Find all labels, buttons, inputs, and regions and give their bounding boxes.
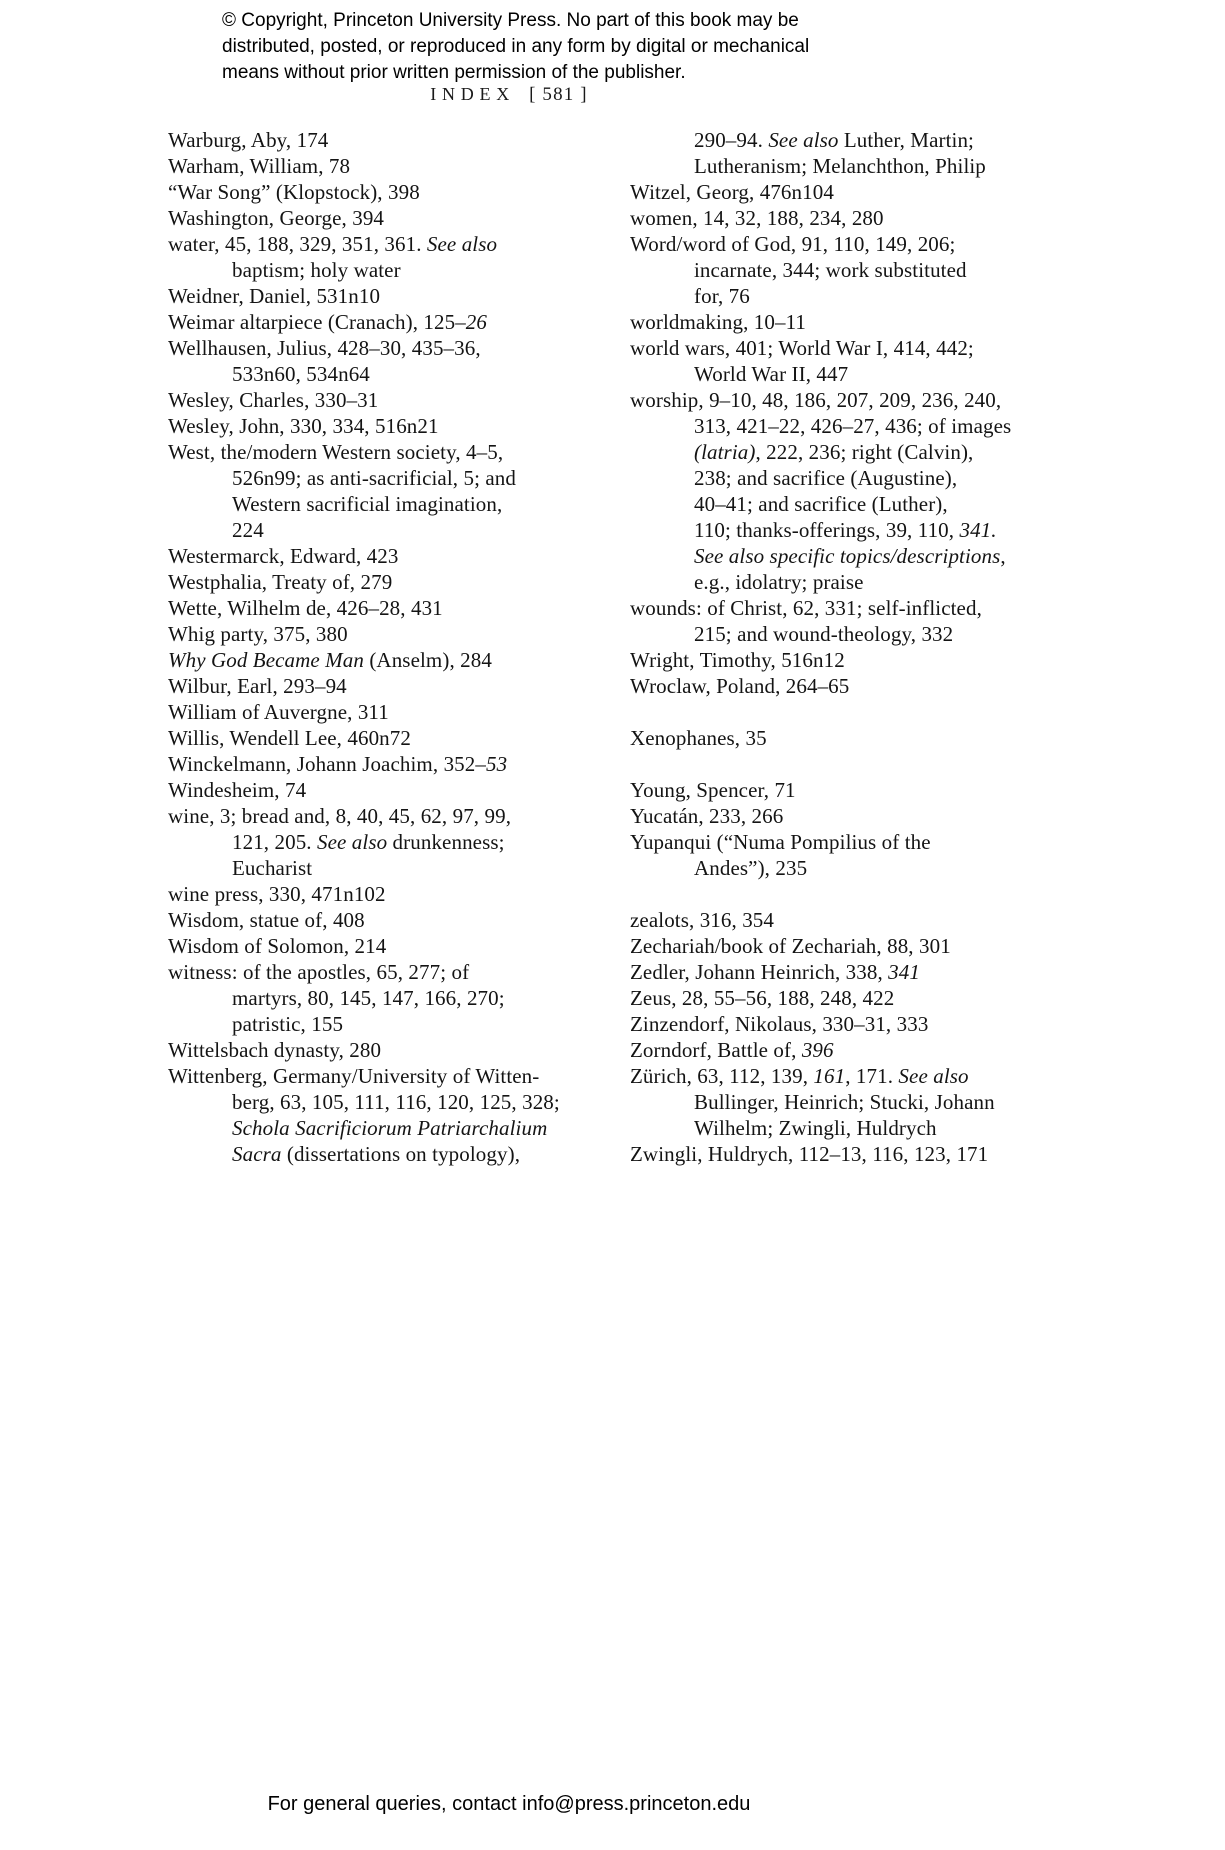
index-line [630,543,1100,569]
index-text: 526n99; as anti-sacrificial, 5; and [232,466,516,490]
index-text: Zwingli, Huldrych, 112–13, 116, 123, 171 [630,1142,989,1166]
index-text-italic: 341 [888,960,920,984]
index-line [630,439,1100,465]
index-line [168,179,638,205]
index-text: Zedler, Johann Heinrich, 338, [630,960,889,984]
index-line [630,1115,1100,1141]
index-line-blank [630,751,1100,777]
index-text: Wilhelm; Zwingli, Huldrych [694,1116,937,1140]
index-line [630,621,1100,647]
page-heading [168,84,850,106]
index-text: Young, Spencer, 71 [630,778,796,802]
index-line [168,959,638,985]
index-text-italic: Schola Sacrificiorum Patriarchalium [232,1116,548,1140]
index-line [630,491,1100,517]
index-text: , 222, 236; right (Calvin), [755,440,974,464]
index-line [168,855,638,881]
index-text: Weidner, Daniel, 531n10 [168,284,381,308]
index-text: Wesley, John, 330, 334, 516n21 [168,414,439,438]
index-text: Andes”), 235 [694,856,808,880]
index-line [630,1011,1100,1037]
index-text: Wright, Timothy, 516n12 [630,648,845,672]
index-line [168,127,638,153]
index-line [630,517,1100,543]
index-line [168,569,638,595]
index-text: Weimar altarpiece (Cranach), 125– [168,310,466,334]
copyright-line: © Copyright, Princeton University Press. No part of this book may be [222,10,799,31]
index-line [168,881,638,907]
index-text: Zechariah/book of Zechariah, 88, 301 [630,934,951,958]
index-line [168,231,638,257]
index-line [168,1115,638,1141]
index-text: Wellhausen, Julius, 428–30, 435–36, [168,336,481,360]
index-text-italic: 161 [813,1064,846,1088]
index-text: worship, 9–10, 48, 186, 207, 209, 236, 240, [630,388,1002,412]
index-line [630,777,1100,803]
index-text: martyrs, 80, 145, 147, 166, 270; [232,986,505,1010]
index-text: Wroclaw, Poland, 264–65 [630,674,850,698]
index-line [630,361,1100,387]
index-line [630,1037,1100,1063]
index-text-italic: 341. [959,518,997,542]
index-text-italic: Why God Became Man [168,648,364,672]
copyright-notice [222,8,809,86]
index-text: patristic, 155 [232,1012,344,1036]
index-text: Yucatán, 233, 266 [630,804,784,828]
index-line [630,829,1100,855]
index-text: Willis, Wendell Lee, 460n72 [168,726,411,750]
index-line [168,387,638,413]
index-line [168,465,638,491]
index-text: Whig party, 375, 380 [168,622,348,646]
index-text: Xenophanes, 35 [630,726,767,750]
page-number: [ 581 ] [529,84,588,105]
index-text: Westermarck, Edward, 423 [168,544,399,568]
index-text: e.g., idolatry; praise [694,570,864,594]
index-text: worldmaking, 10–11 [630,310,807,334]
index-line [630,231,1100,257]
index-line [630,309,1100,335]
index-line [630,465,1100,491]
index-text: 224 [232,518,264,542]
index-line [168,1037,638,1063]
index-line [168,1089,638,1115]
index-text: Westphalia, Treaty of, 279 [168,570,393,594]
index-line [630,179,1100,205]
index-text: for, 76 [694,284,750,308]
index-text: wounds: of Christ, 62, 331; self-inflicted, [630,596,982,620]
index-text-italic: See also [317,830,388,854]
index-text: Windesheim, 74 [168,778,307,802]
index-line [168,621,638,647]
copyright-line: means without prior written permission of the publisher. [222,62,686,83]
index-line [168,985,638,1011]
index-line [168,361,638,387]
index-line [630,205,1100,231]
index-line [168,673,638,699]
index-text: (Anselm), 284 [363,648,492,672]
index-line [630,1141,1100,1167]
index-text: Western sacrificial imagination, [232,492,503,516]
index-column-right [630,127,1100,1167]
index-line [630,153,1100,179]
index-text: baptism; holy water [232,258,401,282]
index-text: Zürich, 63, 112, 139, [630,1064,814,1088]
footer-contact: For general queries, contact info@press.princeton.edu [267,1793,751,1815]
index-column-left [168,127,638,1167]
index-text: zealots, 316, 354 [630,908,775,932]
index-text: world wars, 401; World War I, 414, 442; [630,336,974,360]
index-text: , 171. [845,1064,899,1088]
index-line [630,413,1100,439]
index-text: Wittelsbach dynasty, 280 [168,1038,382,1062]
index-text: wine, 3; bread and, 8, 40, 45, 62, 97, 99, [168,804,512,828]
index-text: Wilbur, Earl, 293–94 [168,674,347,698]
index-line [630,257,1100,283]
index-line [630,725,1100,751]
index-line [168,907,638,933]
index-text: 121, 205. [232,830,317,854]
index-line [168,153,638,179]
index-text: Washington, George, 394 [168,206,385,230]
index-line [168,439,638,465]
index-line [630,803,1100,829]
index-text: Zeus, 28, 55–56, 188, 248, 422 [630,986,895,1010]
index-text: 533n60, 534n64 [232,362,370,386]
index-text-italic: Sacra [232,1142,282,1166]
index-text: Wette, Wilhelm de, 426–28, 431 [168,596,443,620]
index-line [168,595,638,621]
index-line [168,933,638,959]
index-text: Warham, William, 78 [168,154,351,178]
index-line [630,1063,1100,1089]
index-text: Wittenberg, Germany/University of Witten- [168,1064,540,1088]
index-text: 110; thanks-offerings, 39, 110, [694,518,960,542]
index-line [168,283,638,309]
index-line [168,543,638,569]
index-line [168,491,638,517]
index-line [630,283,1100,309]
index-text: (dissertations on typology), [281,1142,521,1166]
index-text: Lutheranism; Melanchthon, Philip [694,154,986,178]
index-text: Wisdom, statue of, 408 [168,908,365,932]
index-text-italic: 26 [465,310,487,334]
index-text: Wisdom of Solomon, 214 [168,934,387,958]
index-line [630,933,1100,959]
index-line [168,699,638,725]
index-text: Winckelmann, Johann Joachim, 352– [168,752,486,776]
index-line [168,309,638,335]
index-line [168,751,638,777]
index-text: wine press, 330, 471n102 [168,882,386,906]
index-text: witness: of the apostles, 65, 277; of [168,960,470,984]
index-text: Word/word of God, 91, 110, 149, 206; [630,232,956,256]
index-line [168,803,638,829]
index-text: , [1000,544,1006,568]
index-text: berg, 63, 105, 111, 116, 120, 125, 328; [232,1090,560,1114]
index-text: Warburg, Aby, 174 [168,128,329,152]
index-text-italic: See also [768,128,839,152]
index-text: Luther, Martin; [838,128,974,152]
index-text: Zorndorf, Battle of, [630,1038,802,1062]
index-text: World War II, 447 [694,362,849,386]
index-line [168,1011,638,1037]
index-text-italic: (latria) [694,440,756,464]
index-line-blank [630,699,1100,725]
index-line [630,595,1100,621]
index-text: Witzel, Georg, 476n104 [630,180,834,204]
index-line [630,387,1100,413]
index-text: 215; and wound-theology, 332 [694,622,954,646]
index-line [630,985,1100,1011]
index-text: 40–41; and sacrifice (Luther), [694,492,948,516]
index-text: “War Song” (Klopstock), 398 [168,180,420,204]
index-text-italic: See also specific topics/descriptions [694,544,1001,568]
index-text-italic: 53 [485,752,508,776]
index-line [630,1089,1100,1115]
index-line [168,647,638,673]
index-line [630,569,1100,595]
index-text: 238; and sacrifice (Augustine), [694,466,958,490]
index-line [630,959,1100,985]
index-line [630,907,1100,933]
index-line [168,335,638,361]
index-text: 290–94. [694,128,769,152]
index-text: William of Auvergne, 311 [168,700,389,724]
index-text: water, 45, 188, 329, 351, 361. [168,232,427,256]
copyright-line: distributed, posted, or reproduced in any form by digital or mechanical [222,36,810,57]
index-text: women, 14, 32, 188, 234, 280 [630,206,884,230]
index-text-italic: See also [426,232,498,256]
index-text: 313, 421–22, 426–27, 436; of images [694,414,1012,438]
index-text: Wesley, Charles, 330–31 [168,388,379,412]
index-line [168,517,638,543]
index-label: INDEX [430,84,516,104]
index-line [630,855,1100,881]
index-line [168,1141,638,1167]
index-line [630,673,1100,699]
index-text: Eucharist [232,856,313,880]
index-line [168,777,638,803]
index-text: Bullinger, Heinrich; Stucki, Johann [694,1090,995,1114]
index-text-italic: See also [898,1064,969,1088]
index-text: incarnate, 344; work substituted [694,258,967,282]
index-line [630,127,1100,153]
index-text: Zinzendorf, Nikolaus, 330–31, 333 [630,1012,929,1036]
index-text: West, the/modern Western society, 4–5, [168,440,504,464]
index-line [630,647,1100,673]
index-line [168,257,638,283]
index-line [168,413,638,439]
index-line [168,829,638,855]
index-line [168,1063,638,1089]
index-line [630,335,1100,361]
index-text: Yupanqui (“Numa Pompilius of the [630,830,931,854]
index-line [168,205,638,231]
index-line-blank [630,881,1100,907]
index-line [168,725,638,751]
index-text: drunkenness; [387,830,505,854]
index-text-italic: 396 [801,1038,834,1062]
